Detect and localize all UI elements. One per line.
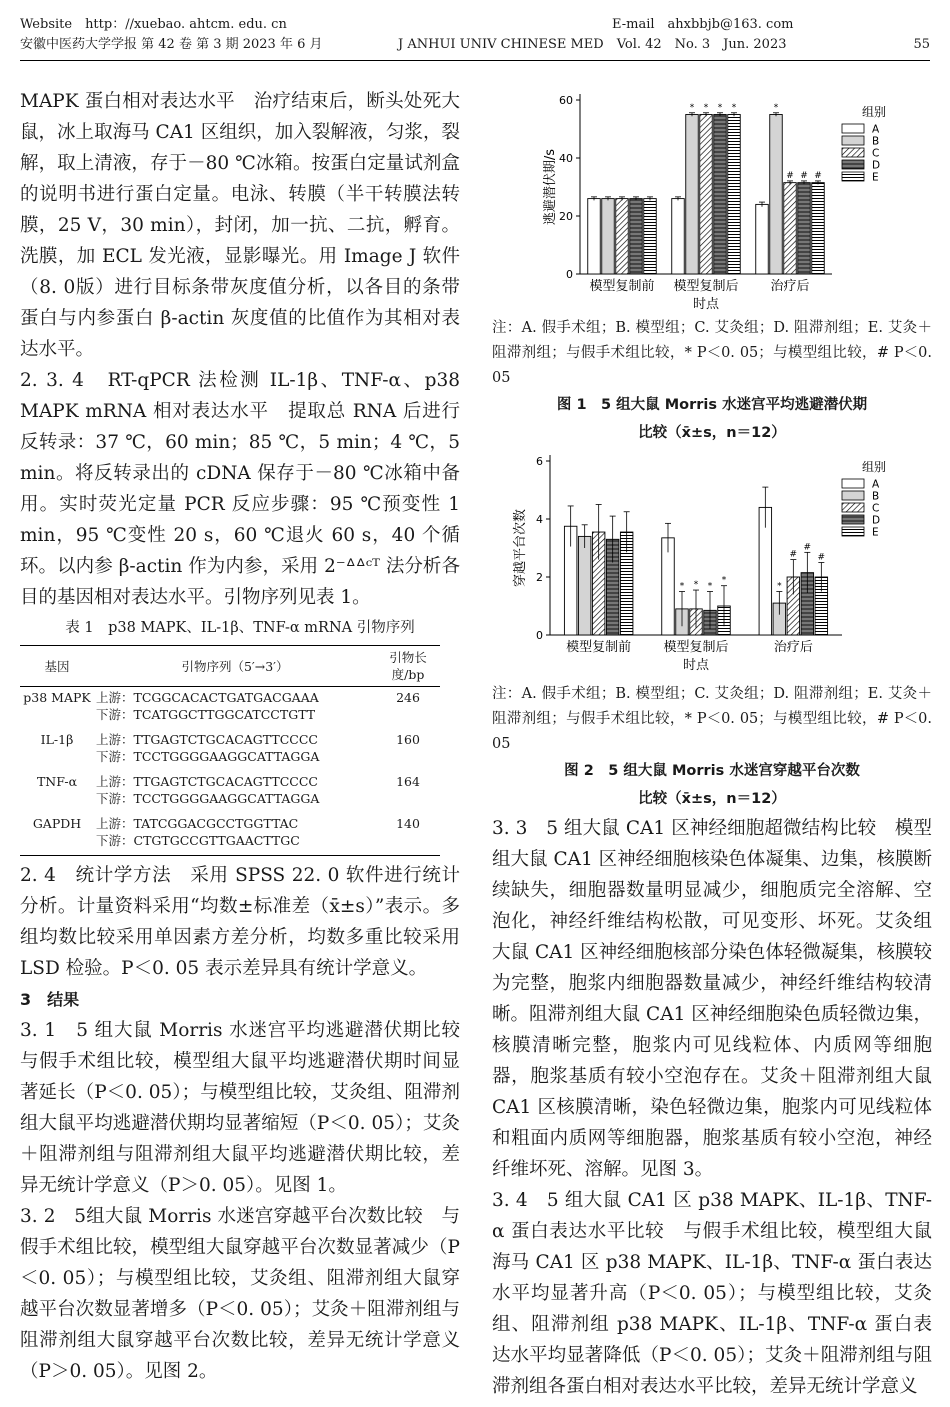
legend-label: A: [872, 123, 880, 136]
header-email: E-mail ahxbbjb@163. com: [612, 17, 794, 32]
legend-swatch: [842, 148, 864, 157]
table-cell-primers: [94, 771, 376, 813]
y-tick-label: 0: [536, 629, 543, 642]
table-cell-gene: IL-1β: [40, 732, 74, 747]
significance-mark: *: [703, 102, 709, 113]
bar: [756, 204, 769, 274]
table-row: [20, 687, 440, 730]
significance-mark: *: [717, 102, 723, 113]
y-axis-label: 逃避潜伏期/s: [543, 148, 558, 226]
table-cell-length: 246: [396, 690, 420, 705]
table-cell-length: 140: [376, 813, 440, 856]
bar: [686, 115, 699, 275]
legend-swatch: [842, 527, 864, 536]
y-tick-label: 6: [536, 455, 543, 468]
primer-up: 上游：TTGAGTCTGCACAGTTCCCC: [96, 732, 318, 747]
table-row: [20, 771, 440, 813]
paragraph-ultrastructure: 3. 3 5 组大鼠 CA1 区神经细胞超微结构比较 模型组大鼠 CA1 区神经细胞核染色体凝集、边集，核膜断续缺失，细胞器数量明显减少，细胞质完全溶解、空泡化，神经纤维结构松散，可见变形、坏死。艾灸组大鼠 CA1 区神经细胞核部分染色体轻微凝集，核膜较为完整，胞浆内细胞器数量减少，神经纤维结构较清晰。阻滞剂组大鼠 CA1 区神经细胞染色质轻微边集，核膜清晰完整，胞浆内可见线粒体、内质网等细胞器，胞浆基质有较小空泡存在。艾灸＋阻滞剂组大鼠 CA1 区核膜清晰，染色轻微边集，胞浆内可见线粒体和粗面内质网等细胞器，胞浆基质有较小空泡，神经纤维坏死、溶解。见图 3。: [492, 818, 932, 1180]
table-cell-gene: p38 MAPK: [23, 690, 91, 705]
bar: [770, 115, 783, 275]
legend-swatch: [842, 479, 864, 488]
bar: [588, 199, 601, 274]
bar: [672, 199, 685, 274]
figure-1-note: 注：A. 假手术组；B. 模型组；C. 艾灸组；D. 阻滞剂组；E. 艾灸＋阻滞剂组；与假手术组比较，* P＜0. 05；与模型组比较，# P＜0. 05: [492, 320, 932, 386]
paragraph-platform-crossing: 3. 2 5组大鼠 Morris 水迷宫穿越平台次数比较 与假手术组比较，模型组大鼠穿越平台次数显著减少（P＜0. 05）；与模型组比较，艾灸组、阻滞剂组大鼠穿越平台次数显著增多（P＜0. 05）；艾灸＋阻滞剂组与阻滞剂组大鼠穿越平台次数比较，差异无统计学意义（P＞0. 05）。见图 2。: [20, 1206, 460, 1382]
legend-swatch: [842, 172, 864, 181]
figure-1-chart: [492, 86, 932, 316]
significance-mark: #: [803, 542, 812, 553]
legend-swatch: [842, 503, 864, 512]
category-label: 模型复制后: [663, 640, 729, 655]
legend-swatch: [842, 124, 864, 133]
legend-label: D: [872, 514, 881, 527]
table-cell-primers: [94, 687, 376, 730]
right-column: [492, 86, 932, 1402]
legend-swatch: [842, 515, 864, 524]
table-header-primer: 引物序列（5′→3′）: [94, 646, 376, 687]
primer-down: 下游：CTGTGCCGTTGAACTTGC: [96, 833, 300, 848]
table-cell-primers: [94, 813, 376, 856]
table-row: [20, 813, 440, 856]
significance-mark: *: [721, 575, 727, 586]
bar: [784, 183, 797, 274]
significance-mark: #: [786, 170, 794, 181]
table-cell-gene: TNF-α: [36, 774, 78, 789]
paragraph-escape-latency: 3. 1 5 组大鼠 Morris 水迷宫平均逃避潜伏期比较 与假手术组比较，模型组大鼠平均逃避潜伏期时间显著延长（P＜0. 05）；与模型组比较，艾灸组、阻滞剂组大鼠平均逃避潜伏期均显著缩短（P＜0. 05）；艾灸＋阻滞剂组与阻滞剂组大鼠平均逃避潜伏期比较，差异无统计学意义（P＞0. 05）。见图 1。: [20, 1020, 479, 1196]
figure-1-title: 图 1 5 组大鼠 Morris 水迷宫平均逃避潜伏期: [556, 397, 868, 413]
legend-label: B: [872, 490, 880, 503]
table-cell-length: 160: [396, 732, 420, 747]
figure-2-caption: [492, 757, 932, 813]
bar: [714, 115, 727, 275]
figure-2-note: 注：A. 假手术组；B. 模型组；C. 艾灸组；D. 阻滞剂组；E. 艾灸＋阻滞剂组；与假手术组比较，* P＜0. 05；与模型组比较，# P＜0. 05: [492, 686, 932, 752]
primer-table: [20, 645, 440, 856]
figure-1-caption: [492, 391, 932, 447]
table-header-gene: 基因: [20, 646, 94, 687]
table-header-length: 引物长度/bp: [376, 646, 440, 687]
legend-label: E: [872, 526, 879, 539]
significance-mark: #: [800, 170, 808, 181]
figure-2-title: 图 2 5 组大鼠 Morris 水迷宫穿越平台次数: [564, 763, 860, 779]
table-1-caption: 表 1 p38 MAPK、IL-1β、TNF-α mRNA 引物序列: [65, 620, 415, 636]
bar: [812, 183, 825, 274]
legend-label: E: [872, 171, 879, 184]
primer-down: 下游：TCCTGGGGAAGGCATTAGGA: [96, 791, 320, 806]
significance-mark: #: [814, 170, 822, 181]
left-column: [20, 86, 479, 1387]
y-tick-label: 40: [559, 152, 573, 165]
y-tick-label: 4: [536, 513, 543, 526]
category-label: 模型复制前: [589, 279, 655, 294]
y-axis-label: 穿越平台次数: [513, 508, 528, 588]
table-cell-primers: [94, 729, 376, 771]
table-cell-gene: GAPDH: [20, 813, 94, 856]
category-label: 治疗后: [773, 640, 813, 655]
paragraph-rt-qpcr: 2. 3. 4 RT-qPCR 法检测 IL-1β、TNF-α、p38 MAPK mRNA 相对表达水平 提取总 RNA 后进行反转录：37 ℃，60 min；85 ℃，5 min；4 ℃，5 min。将反转录出的 cDNA 保存于－80 ℃冰箱中备用。实时荧光定量 PCR 反应步骤：95 ℃预变性 1 min，95 ℃变性 20 s，60 ℃退火 60 s，40 个循环。以内参 β-actin 作为内参，采用 2⁻ᐞᐞᶜᵀ 法分析各目的基因相对表达水平。引物序列见表 1。: [20, 370, 460, 608]
legend-swatch: [842, 160, 864, 169]
category-label: 模型复制前: [566, 640, 632, 655]
significance-mark: *: [777, 581, 782, 592]
header-journal-cn: 安徽中医药大学学报 第 42 卷 第 3 期 2023 年 6 月: [20, 37, 323, 52]
significance-mark: *: [773, 102, 779, 113]
bar: [630, 199, 643, 274]
legend-swatch: [842, 136, 864, 145]
category-label: 模型复制后: [673, 279, 739, 294]
legend-label: A: [872, 478, 880, 491]
bar: [644, 199, 657, 274]
legend-label: C: [872, 147, 880, 160]
primer-up: 上游：TTGAGTCTGCACAGTTCCCC: [96, 774, 318, 789]
figure-2-chart: [492, 447, 932, 682]
y-tick-label: 0: [566, 268, 573, 281]
y-tick-label: 20: [559, 210, 573, 223]
header-page-number: 55: [913, 37, 930, 52]
bar: [798, 183, 811, 274]
primer-down: 下游：TCCTGGGGAAGGCATTAGGA: [96, 749, 320, 764]
paragraph-protein-expression: 3. 4 5 组大鼠 CA1 区 p38 MAPK、IL-1β、TNF-α 蛋白表达水平比较 与假手术组比较，模型组大鼠海马 CA1 区 p38 MAPK、IL-1β、TNF-α 蛋白表达水平均显著升高（P＜0. 05）；与模型组比较，艾灸组、阻滞剂组 p38 MAPK、IL-1β、TNF-α 蛋白表达水平均显著降低（P＜0. 05）；艾灸＋阻滞剂组与阻滞剂组各蛋白相对表达水平比较，差异无统计学意义: [492, 1190, 932, 1397]
bar: [578, 536, 591, 635]
table-cell-length: 164: [396, 774, 420, 789]
section-heading-results: 3 结果: [20, 990, 80, 1009]
bar: [700, 115, 713, 275]
paragraph-western-blot: MAPK 蛋白相对表达水平 治疗结束后，断头处死大鼠，冰上取海马 CA1 区组织，加入裂解液，匀浆，裂解，取上清液，存于－80 ℃冰箱。按蛋白定量试剂盒的说明书进行蛋白定量。电泳、转膜（半干转膜法转膜，25 V，30 min），封闭，加一抗、二抗，孵育。洗膜，加 ECL 发光液，显影曝光。用 Image J 软件（8. 0版）进行目标条带灰度值分析，以各目的条带蛋白与内参蛋白 β-actin 灰度值的比值作为其相对表达水平。: [20, 91, 460, 360]
significance-mark: *: [689, 102, 695, 113]
primer-up: 上游：TCGGCACACTGATGACGAAA: [96, 690, 319, 705]
legend-label: B: [872, 135, 880, 148]
x-axis-label: 时点: [692, 297, 720, 312]
bar: [728, 115, 741, 275]
primer-up: 上游：TATCGGACGCCTGGTTAC: [96, 816, 299, 831]
legend-label: D: [872, 159, 881, 172]
category-label: 治疗后: [770, 279, 810, 294]
header-rule: [20, 60, 930, 61]
bar: [602, 199, 615, 274]
y-tick-label: 2: [536, 571, 543, 584]
significance-mark: *: [693, 580, 699, 591]
figure-1-subtitle: 比较（x̄±s，n＝12）: [638, 425, 786, 441]
significance-mark: #: [817, 552, 826, 563]
legend-swatch: [842, 491, 864, 500]
y-tick-label: 60: [559, 94, 573, 107]
significance-mark: *: [707, 581, 713, 592]
significance-mark: *: [679, 581, 685, 592]
bar: [662, 538, 675, 635]
primer-down: 下游：TCATGGCTTGGCATCCTGTT: [96, 707, 316, 722]
table-row: [20, 729, 440, 771]
legend-title: 组别: [862, 105, 887, 119]
bar: [616, 199, 629, 274]
header-journal-en: J ANHUI UNIV CHINESE MED Vol. 42 No. 3 Jun. 2023: [398, 37, 787, 52]
significance-mark: *: [731, 102, 737, 113]
header-website: Website http：//xuebao. ahtcm. edu. cn: [20, 17, 287, 32]
figure-2-subtitle: 比较（x̄±s，n＝12）: [638, 791, 786, 807]
significance-mark: #: [789, 549, 798, 560]
legend-title: 组别: [862, 460, 887, 474]
x-axis-label: 时点: [682, 658, 710, 673]
legend-label: C: [872, 502, 880, 515]
paragraph-statistics: 2. 4 统计学方法 采用 SPSS 22. 0 软件进行统计分析。计量资料采用“均数±标准差（x̄±s）”表示。多组均数比较采用单因素方差分析，均数多重比较采用 LSD 检验。P＜0. 05 表示差异具有统计学意义。: [20, 865, 460, 979]
